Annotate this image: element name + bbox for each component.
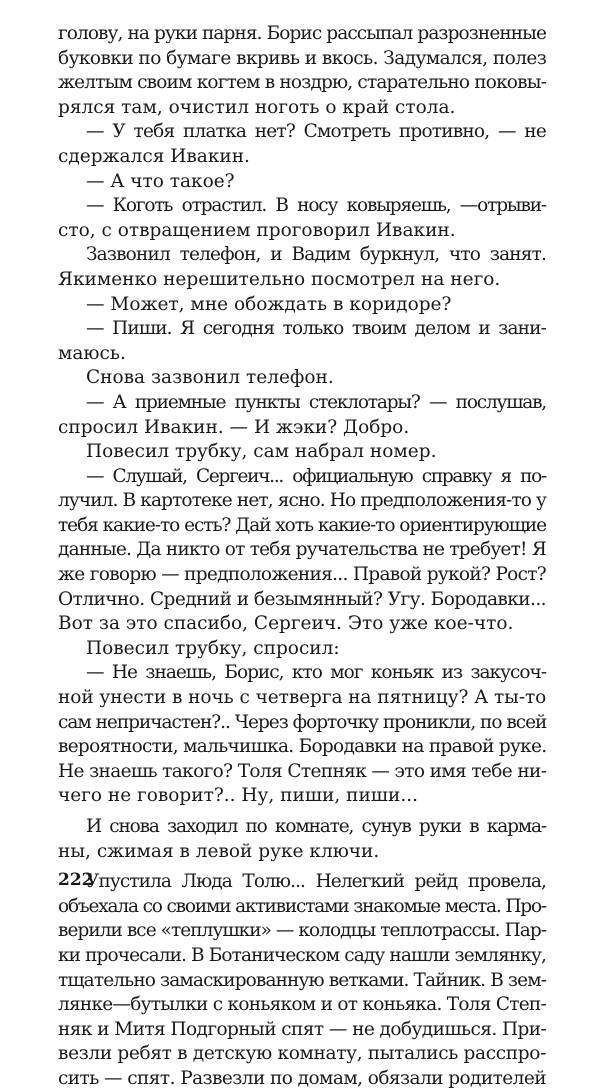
- paragraph: [58, 391, 546, 440]
- text-line: И снова заходил по комнате, сунув руки в карма-: [86, 816, 546, 837]
- page-number: 222: [58, 870, 94, 890]
- text-line: — Слушай, Сергеич... официальную справку я по-: [86, 465, 546, 487]
- text-line: Снова зазвонил телефон.: [86, 367, 334, 389]
- paragraph: [58, 637, 546, 662]
- paragraph: [58, 661, 546, 809]
- paragraph: [58, 293, 546, 318]
- text-line: маюсь.: [58, 342, 126, 364]
- text-line: тщательно замаскированную ветками. Тайник. В зем-: [58, 969, 547, 991]
- text-line: Вот за это спасибо, Сергеич. Это уже кое-что.: [58, 613, 514, 635]
- text-line: данные. Да никто от тебя ручательства не требует! Я: [58, 539, 546, 561]
- text-line: Повесил трубку, сам набрал номер.: [86, 441, 437, 463]
- paragraph: [58, 366, 546, 391]
- text-line: объехала со своими активистами знакомые места. Про-: [58, 895, 546, 917]
- paragraph: [58, 465, 546, 637]
- text-body: [58, 22, 546, 1092]
- text-line: верили все «теплушки» — колодцы теплотрассы. Пар-: [58, 920, 546, 942]
- text-line: — Коготь отрастил. В носу ковыряешь, —отрыви-: [86, 195, 546, 217]
- text-line: лучил. В картотеке нет, ясно. Но предположения-то у: [58, 490, 546, 512]
- text-line: везли ребят в детскую комнату, пытались расспро-: [58, 1043, 546, 1065]
- text-line: желтым своим когтем в ноздрю, старательно поковы-: [58, 72, 546, 94]
- text-line: — А что такое?: [86, 170, 235, 192]
- text-line: голову, на руки парня. Борис рассыпал разрозненные: [58, 23, 546, 44]
- paragraph: [58, 440, 546, 465]
- text-line: лянке—бутылки с коньяком и от коньяка. Толя Степ-: [58, 994, 546, 1016]
- paragraph: [58, 22, 546, 120]
- text-line: — Может, мне обождать в коридоре?: [86, 293, 452, 315]
- text-line: сдержался Ивакин.: [58, 145, 250, 167]
- paragraph: [58, 170, 546, 195]
- text-line: Повесил трубку, спросил:: [86, 637, 340, 659]
- paragraph: [58, 317, 546, 366]
- text-line: сам непричастен?.. Через форточку проникли, по всей: [58, 711, 547, 733]
- text-line: — Пиши. Я сегодня только твоим делом и зани-: [86, 318, 546, 340]
- text-line: сто, с отвращением проговорил Ивакин.: [58, 219, 456, 241]
- text-line: буковки по бумаге вкривь и вкось. Задумался, полез: [58, 47, 547, 69]
- text-line: ной унести в ночь с четверга на пятницу? А ты-то: [58, 687, 547, 709]
- text-line: Зазвонил телефон, и Вадим буркнул, что занят.: [86, 244, 546, 266]
- text-line: — Не знаешь, Борис, кто мог коньяк из закусоч-: [86, 662, 546, 684]
- text-line: спросил Ивакин. — И жэки? Добро.: [58, 416, 410, 438]
- text-line: ки прочесали. В Ботаническом саду нашли землянку,: [58, 944, 546, 966]
- paragraph: [58, 194, 546, 243]
- paragraph: [58, 120, 546, 169]
- paragraph: [58, 243, 546, 292]
- text-line: Якименко нерешительно посмотрел на него.: [58, 268, 501, 290]
- text-line: тебя какие-то есть? Дай хоть какие-то ориентирующие: [58, 514, 546, 536]
- paragraph: [58, 870, 546, 1091]
- text-line: же говорю — предположения... Правой рукой? Рост?: [58, 564, 546, 586]
- text-line: сить — спят. Развезли по домам, обязали родителей: [58, 1067, 546, 1089]
- paragraph: [58, 815, 546, 864]
- text-line: — У тебя платка нет? Смотреть противно, — не: [86, 121, 546, 143]
- text-line: Не знаешь такого? Толя Степняк — это имя тебе ни-: [58, 760, 547, 782]
- text-line: рялся там, очистил ноготь о край стола.: [58, 96, 456, 118]
- text-line: — А приемные пункты стеклотары? — послушав,: [86, 391, 546, 413]
- text-line: вероятности, мальчишка. Бородавки на правой руке.: [58, 736, 547, 758]
- text-line: чего не говорит?.. Ну, пиши, пиши...: [58, 785, 418, 807]
- text-line: Упустила Люда Толю... Нелегкий рейд провела,: [86, 871, 546, 893]
- text-line: Отлично. Средний и безымянный? Угу. Бородавки...: [58, 588, 546, 610]
- text-line: ны, сжимая в левой руке ключи.: [58, 840, 380, 862]
- text-line: няк и Митя Подгорный спят — не добудишься. При-: [58, 1018, 547, 1040]
